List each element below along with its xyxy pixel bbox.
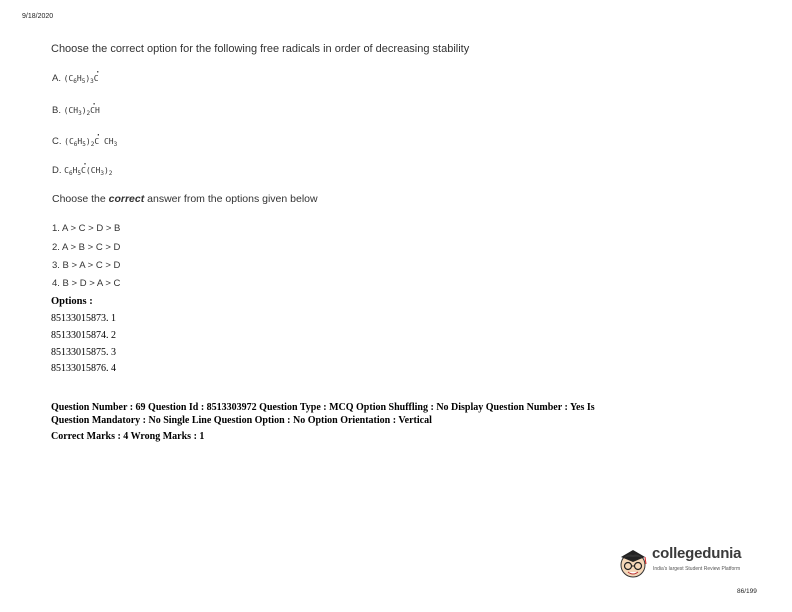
option-id-2: 85133015874. 2: [51, 330, 116, 341]
question-meta-line-3: Correct Marks : 4 Wrong Marks : 1: [51, 431, 205, 442]
option-c: [52, 136, 117, 148]
page-number: 86/199: [737, 588, 757, 595]
option-a-label: A.: [52, 73, 61, 84]
option-c-label: C.: [52, 136, 62, 147]
brand-name: collegedunia: [652, 545, 742, 562]
brand-tagline: India's largest Student Review Platform: [653, 566, 741, 572]
instruction-emphasis: correct: [108, 193, 145, 205]
option-d-formula: $C_6H_5\cdot C(CH_3)_2$: [64, 166, 112, 175]
option-c-formula: $(C_6H_5)_2\cdot C$ $CH_3$: [64, 137, 117, 146]
option-d: [52, 165, 112, 177]
answer-instruction: Choose the correct answer from the options given below: [52, 193, 318, 205]
option-id-3: 85133015875. 3: [51, 347, 116, 358]
option-a: [52, 73, 99, 85]
option-b: [52, 105, 100, 117]
order-option-4: 4. B > D > A > C: [52, 278, 121, 289]
question-meta-line-1: Question Number : 69 Question Id : 8513303972 Question Type : MCQ Option Shuffling : No Display Question Number : Yes Is: [51, 402, 595, 413]
print-date: 9/18/2020: [22, 13, 54, 20]
option-a-formula: $(C_6H_5)_3\cdot C$: [64, 74, 99, 83]
option-id-1: 85133015873. 1: [51, 313, 116, 324]
question-meta-line-2: Question Mandatory : No Single Line Question Option : No Option Orientation : Vertical: [51, 415, 432, 426]
order-option-1: 1. A > C > D > B: [52, 223, 121, 234]
order-option-2: 2. A > B > C > D: [52, 242, 121, 253]
option-b-label: B.: [52, 105, 61, 116]
options-title: Options :: [51, 296, 93, 307]
option-b-formula: $(CH_3)_2\cdot$ CH: [64, 106, 100, 115]
option-id-4: 85133015876. 4: [51, 363, 116, 374]
option-d-label: D.: [52, 165, 62, 176]
question-text: Choose the correct option for the following free radicals in order of decreasing stability: [51, 43, 470, 55]
order-option-3: 3. B > A > C > D: [52, 260, 121, 271]
student-mascot-icon: [617, 545, 649, 581]
